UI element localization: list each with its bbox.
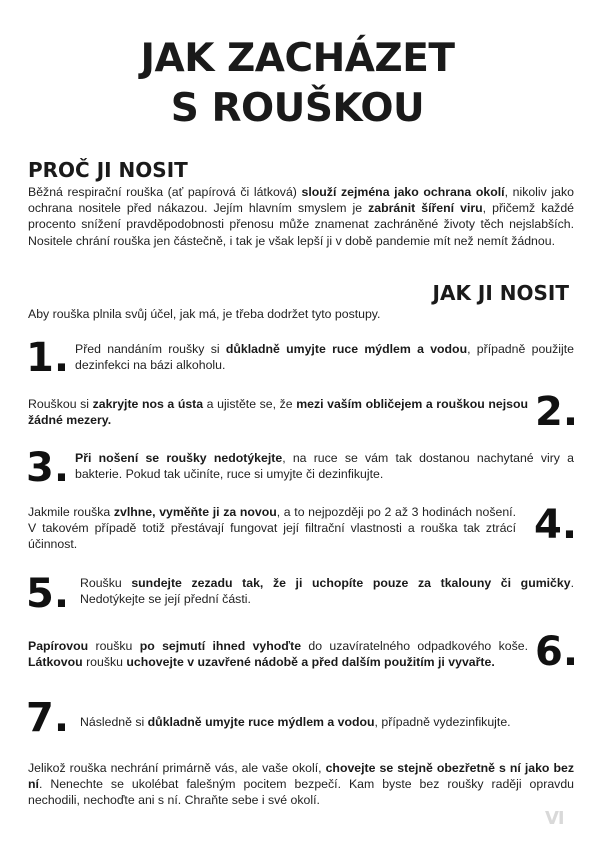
emphasis-text: zakryjte nos a ústa	[92, 397, 204, 411]
step-number-4: 4.	[534, 502, 578, 548]
emphasis-text: uchovejte v uzavřené nádobě a před dalším použitím ji vyvařte.	[126, 655, 495, 670]
step-number-6: 6.	[535, 629, 579, 675]
emphasis-text: sundejte zezadu tak, že ji uchopíte pouze za tkalouny či gumičky	[131, 576, 571, 590]
emphasis-text: zabránit šíření viru	[368, 201, 483, 216]
step-number-2: 2.	[535, 389, 579, 435]
step-text-2: Rouškou si zakryjte nos a ústa a ujistěte se, že mezi vaším obličejem a rouškou nejsou žádné mezery.	[28, 397, 528, 428]
emphasis-text: zvlhne, vyměňte ji za novou	[113, 505, 277, 519]
step-text-5: Roušku sundejte zezadu tak, že ji uchopíte pouze za tkalouny či gumičky. Nedotýkejte se její přední části.	[80, 576, 574, 607]
step-text-3: Při nošení se roušky nedotýkejte, na ruce se vám tak dostanou nachytané viry a bakterie. Pokud tak učiníte, ruce si umyjte či dezinfikujte.	[75, 451, 574, 482]
emphasis-text: po sejmutí ihned vyhoďte	[139, 639, 302, 653]
logo: VI	[545, 808, 564, 829]
step-text-1: Před nandáním roušky si důkladně umyjte ruce mýdlem a vodou, případně použijte dezinfekci na bázi alkoholu.	[75, 342, 574, 373]
emphasis-text: důkladně umyjte ruce mýdlem a vodou	[225, 342, 468, 356]
page-title-line-2: S ROUŠKOU	[170, 86, 425, 131]
how-intro-paragraph: Aby rouška plnila svůj účel, jak má, je třeba dodržet tyto postupy.	[28, 307, 381, 321]
closing-paragraph: Jelikož rouška nechrání primárně vás, ale vaše okolí, chovejte se stejně obezřetně s ní jako bez ní. Nenechte se ukolébat falešným pocitem bezpečí. Kam byste bez roušky raději opravdu nechodili, nechoďte ani s ní. Chraňte sebe i své okolí.	[28, 761, 574, 808]
page-title	[0, 34, 595, 134]
step-text-6: Papírovou roušku po sejmutí ihned vyhoďte do uzavíratelného odpadkového koše. Látkovou roušku uchovejte v uzavřené nádobě a před dalším použitím ji vyvařte.	[28, 639, 528, 670]
step-number-3: 3.	[26, 445, 70, 491]
step-text-4: Jakmile rouška zvlhne, vyměňte ji za novou, a to nejpozději po 2 až 3 hodinách nošení. V takovém případě totiž přestávají fungovat její filtrační vlastnosti a rouška tak ztrácí účinnost.	[28, 505, 516, 552]
step-text-7: Následně si důkladně umyjte ruce mýdlem a vodou, případně vydezinfikujte.	[80, 715, 511, 729]
emphasis-text: slouží zejména jako ochrana okolí	[301, 185, 505, 199]
why-paragraph: Běžná respirační rouška (ať papírová či látková) slouží zejména jako ochrana okolí, nikoliv jako ochrana nositele před nákazou. Jejím hlavním smyslem je zabránit šíření viru, přičemž každé procento snížení pravděpodobnosti přenosu může znamenat zachráněné životy těch nejslabších. Nositele chrání rouška jen částečně, i tak je však lepší ji v době pandemie mít než nemít žádnou.	[28, 185, 575, 248]
step-number-5: 5.	[26, 571, 70, 617]
how-heading: JAK JI NOSIT	[432, 281, 569, 305]
emphasis-text: chovejte se stejně obezřetně s ní jako bez ní	[28, 761, 574, 792]
emphasis-text: důkladně umyjte ruce mýdlem a vodou	[147, 715, 375, 729]
emphasis-text: Látkovou	[28, 655, 83, 670]
why-heading: PROČ JI NOSIT	[28, 158, 188, 182]
emphasis-text: mezi vaším obličejem a rouškou nejsou žádné mezery.	[28, 397, 528, 428]
emphasis-text: Při nošení se roušky nedotýkejte	[75, 451, 283, 465]
page-title-line-1: JAK ZACHÁZET	[140, 36, 455, 81]
step-number-7: 7.	[26, 695, 70, 741]
step-number-1: 1.	[26, 335, 70, 381]
emphasis-text: Papírovou	[28, 639, 89, 653]
